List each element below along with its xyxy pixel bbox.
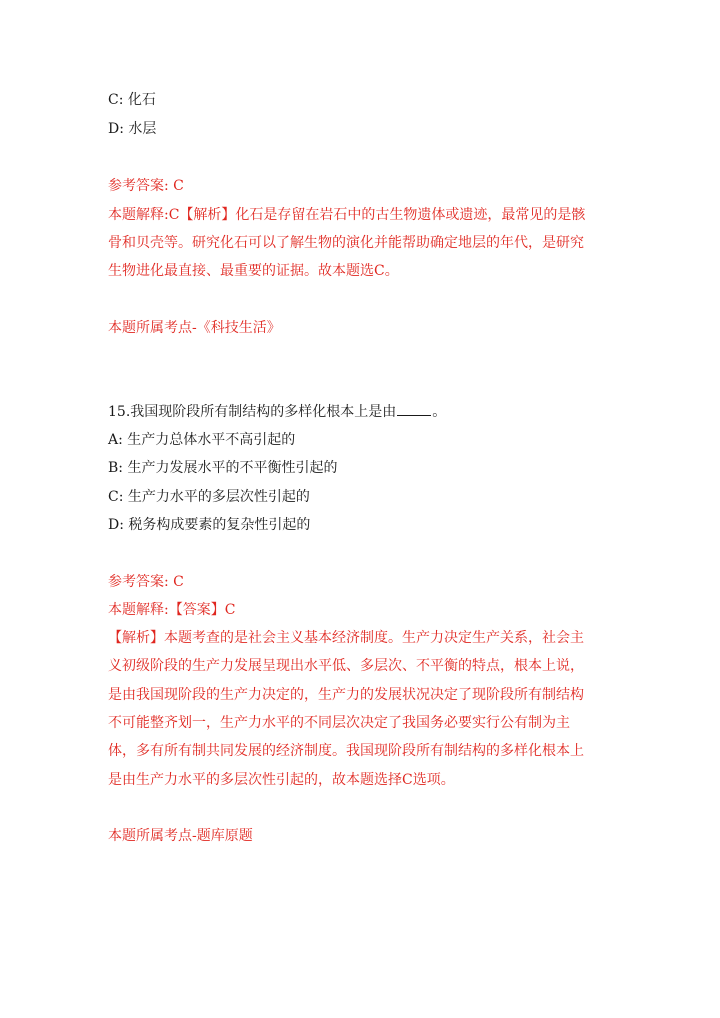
question-stem-text: 15.我国现阶段所有制结构的多样化根本上是由 xyxy=(108,404,397,420)
explanation-line: 是由生产力水平的多层次性引起的，故本题选择C选项。 xyxy=(108,772,455,788)
question-stem-end: 。 xyxy=(432,404,447,420)
explanation-line: 骨和贝壳等。研究化石可以了解生物的演化并能帮助确定地层的年代，是研究 xyxy=(108,235,584,251)
topic-line: 本题所属考点-题库原题 xyxy=(108,828,253,844)
explanation-line: 是由我国现阶段的生产力决定的，生产力的发展状况决定了现阶段所有制结构 xyxy=(108,687,584,703)
explanation-line: 体，多有所有制共同发展的经济制度。我国现阶段所有制结构的多样化根本上 xyxy=(108,743,584,759)
option-b: B: 生产力发展水平的不平衡性引起的 xyxy=(108,460,338,476)
answer-blank xyxy=(397,401,431,416)
explanation-line: 【解析】本题考查的是社会主义基本经济制度。生产力决定生产关系，社会主 xyxy=(108,630,584,646)
explanation-line: 不可能整齐划一，生产力水平的不同层次决定了我国务必要实行公有制为主 xyxy=(108,715,570,731)
answer-line: 参考答案: C xyxy=(108,574,184,590)
explanation-line: 义初级阶段的生产力发展呈现出水平低、多层次、不平衡的特点，根本上说， xyxy=(108,658,584,674)
option-c: C: 化石 xyxy=(108,92,156,108)
explanation-line: 生物进化最直接、最重要的证据。故本题选C。 xyxy=(108,263,399,279)
answer-line: 参考答案: C xyxy=(108,178,184,194)
explanation-line: 本题解释:C【解析】化石是存留在岩石中的古生物遗体或遗迹，最常见的是骸 xyxy=(108,207,586,223)
question-stem xyxy=(108,401,446,421)
option-a: A: 生产力总体水平不高引起的 xyxy=(108,432,296,448)
explanation-head: 本题解释:【答案】C xyxy=(108,602,236,618)
topic-line: 本题所属考点-《科技生活》 xyxy=(108,320,281,336)
option-c: C: 生产力水平的多层次性引起的 xyxy=(108,489,310,505)
option-d: D: 税务构成要素的复杂性引起的 xyxy=(108,517,311,533)
option-d: D: 水层 xyxy=(108,121,157,137)
